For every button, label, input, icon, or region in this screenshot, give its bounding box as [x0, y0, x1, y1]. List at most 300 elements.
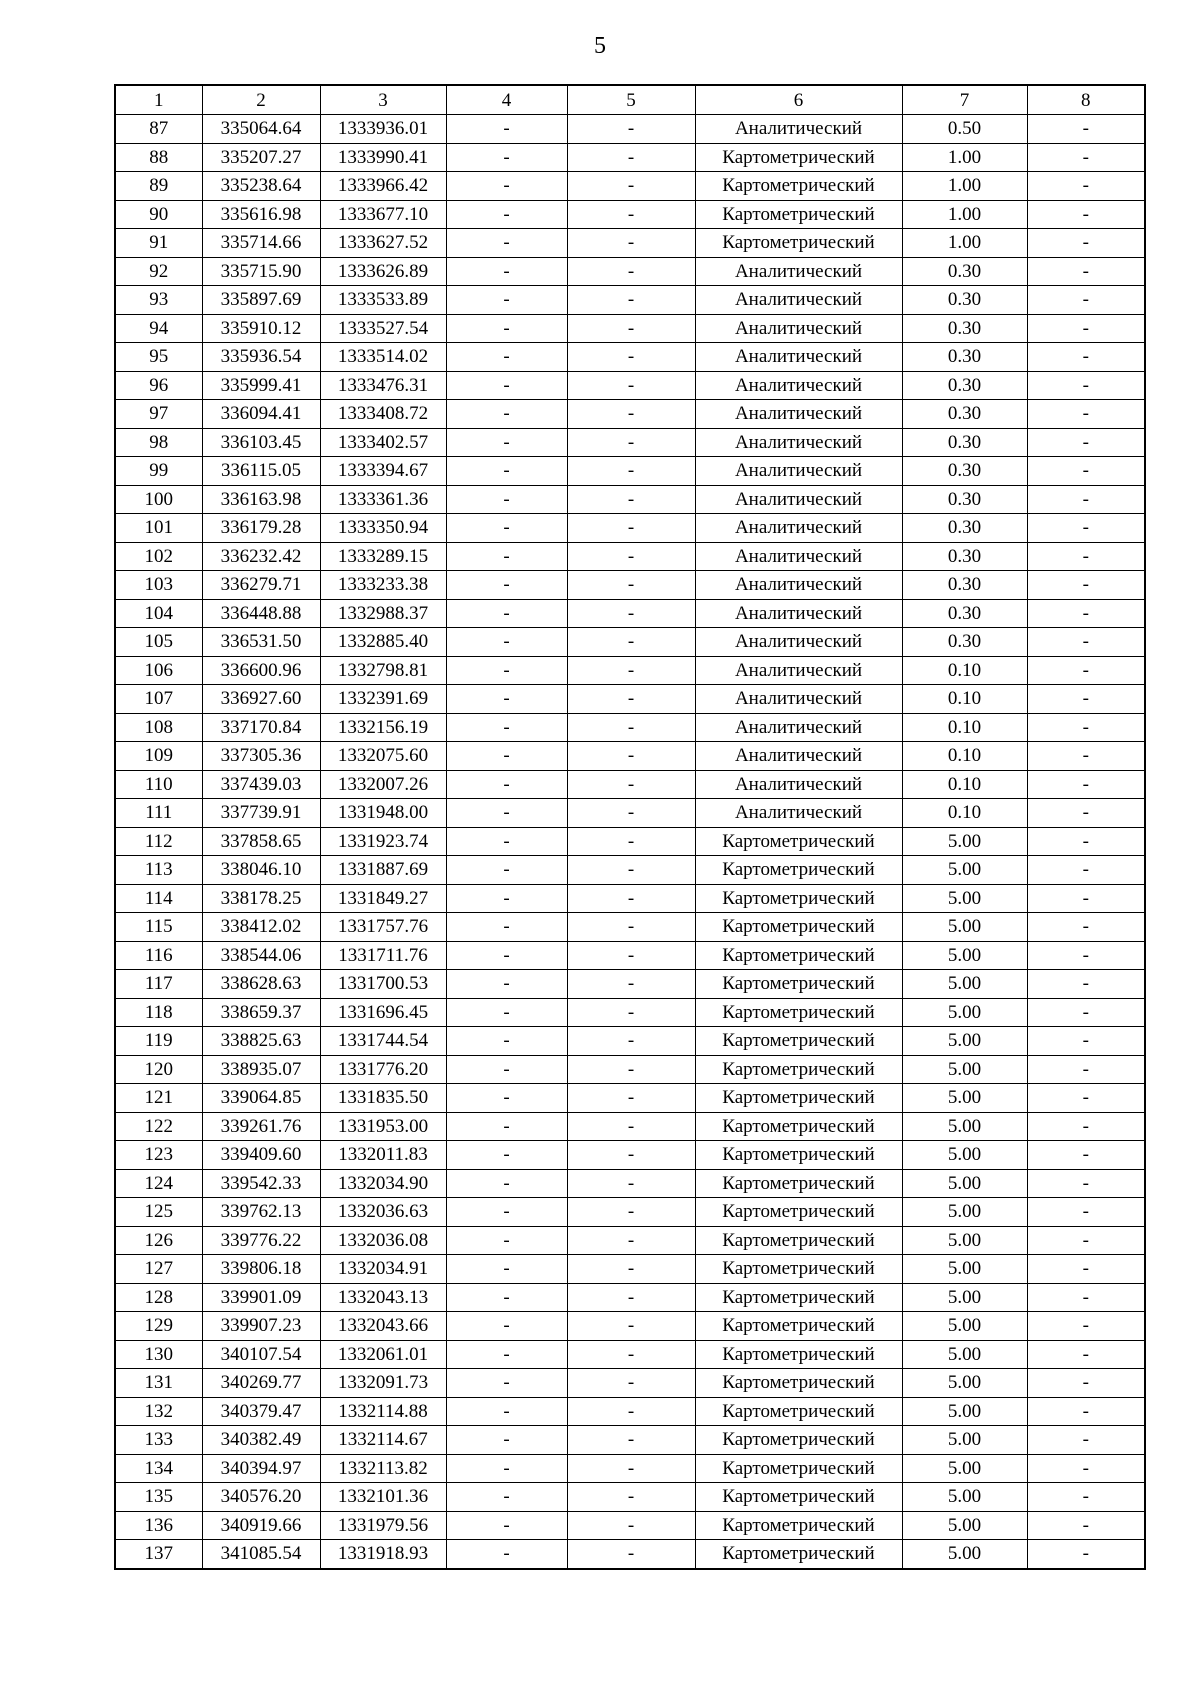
- method-cell: Картометрический: [695, 1255, 902, 1284]
- column-5-cell: -: [567, 229, 695, 258]
- point-number-cell: 104: [115, 599, 202, 628]
- accuracy-cell: 5.00: [902, 1141, 1027, 1170]
- y-coordinate-cell: 1332007.26: [320, 770, 446, 799]
- column-5-cell: -: [567, 428, 695, 457]
- x-coordinate-cell: 337170.84: [202, 713, 320, 742]
- x-coordinate-cell: 336103.45: [202, 428, 320, 457]
- x-coordinate-cell: 336115.05: [202, 457, 320, 486]
- table-row: [115, 1540, 1145, 1569]
- column-5-cell: -: [567, 599, 695, 628]
- column-4-cell: -: [446, 799, 567, 828]
- accuracy-cell: 0.30: [902, 542, 1027, 571]
- column-4-cell: -: [446, 1483, 567, 1512]
- table-row: [115, 1112, 1145, 1141]
- accuracy-cell: 0.10: [902, 685, 1027, 714]
- x-coordinate-cell: 339776.22: [202, 1226, 320, 1255]
- column-header: 5: [567, 85, 695, 115]
- point-number-cell: 131: [115, 1369, 202, 1398]
- point-number-cell: 98: [115, 428, 202, 457]
- point-number-cell: 121: [115, 1084, 202, 1113]
- column-8-cell: -: [1027, 1454, 1145, 1483]
- accuracy-cell: 5.00: [902, 1511, 1027, 1540]
- column-5-cell: -: [567, 343, 695, 372]
- column-4-cell: -: [446, 1369, 567, 1398]
- y-coordinate-cell: 1333533.89: [320, 286, 446, 315]
- x-coordinate-cell: 337739.91: [202, 799, 320, 828]
- table-header-row: [115, 85, 1145, 115]
- column-8-cell: -: [1027, 1198, 1145, 1227]
- table-row: [115, 115, 1145, 144]
- table-row: [115, 1283, 1145, 1312]
- column-8-cell: -: [1027, 1397, 1145, 1426]
- y-coordinate-cell: 1332101.36: [320, 1483, 446, 1512]
- method-cell: Картометрический: [695, 1540, 902, 1569]
- column-8-cell: -: [1027, 428, 1145, 457]
- column-8-cell: -: [1027, 257, 1145, 286]
- point-number-cell: 106: [115, 656, 202, 685]
- y-coordinate-cell: 1333402.57: [320, 428, 446, 457]
- column-5-cell: -: [567, 1198, 695, 1227]
- column-8-cell: -: [1027, 970, 1145, 999]
- column-4-cell: -: [446, 1198, 567, 1227]
- accuracy-cell: 5.00: [902, 1369, 1027, 1398]
- point-number-cell: 126: [115, 1226, 202, 1255]
- method-cell: Картометрический: [695, 229, 902, 258]
- x-coordinate-cell: 336448.88: [202, 599, 320, 628]
- accuracy-cell: 0.30: [902, 628, 1027, 657]
- y-coordinate-cell: 1333627.52: [320, 229, 446, 258]
- column-8-cell: -: [1027, 143, 1145, 172]
- y-coordinate-cell: 1333476.31: [320, 371, 446, 400]
- x-coordinate-cell: 337858.65: [202, 827, 320, 856]
- column-8-cell: -: [1027, 314, 1145, 343]
- table-row: [115, 200, 1145, 229]
- table-row: [115, 571, 1145, 600]
- method-cell: Картометрический: [695, 1454, 902, 1483]
- table-row: [115, 1027, 1145, 1056]
- point-number-cell: 111: [115, 799, 202, 828]
- table-row: [115, 599, 1145, 628]
- x-coordinate-cell: 340107.54: [202, 1340, 320, 1369]
- table-row: [115, 172, 1145, 201]
- table-row: [115, 656, 1145, 685]
- method-cell: Картометрический: [695, 941, 902, 970]
- accuracy-cell: 5.00: [902, 1255, 1027, 1284]
- column-8-cell: -: [1027, 1255, 1145, 1284]
- column-8-cell: -: [1027, 542, 1145, 571]
- point-number-cell: 127: [115, 1255, 202, 1284]
- column-8-cell: -: [1027, 685, 1145, 714]
- column-5-cell: -: [567, 400, 695, 429]
- column-4-cell: -: [446, 713, 567, 742]
- point-number-cell: 129: [115, 1312, 202, 1341]
- method-cell: Аналитический: [695, 286, 902, 315]
- y-coordinate-cell: 1332988.37: [320, 599, 446, 628]
- method-cell: Картометрический: [695, 1340, 902, 1369]
- table-row: [115, 400, 1145, 429]
- x-coordinate-cell: 335936.54: [202, 343, 320, 372]
- column-8-cell: -: [1027, 799, 1145, 828]
- column-8-cell: -: [1027, 770, 1145, 799]
- accuracy-cell: 5.00: [902, 1426, 1027, 1455]
- column-4-cell: -: [446, 1055, 567, 1084]
- column-4-cell: -: [446, 143, 567, 172]
- column-5-cell: -: [567, 827, 695, 856]
- table-row: [115, 286, 1145, 315]
- x-coordinate-cell: 335715.90: [202, 257, 320, 286]
- method-cell: Аналитический: [695, 371, 902, 400]
- point-number-cell: 101: [115, 514, 202, 543]
- table-row: [115, 742, 1145, 771]
- accuracy-cell: 1.00: [902, 200, 1027, 229]
- table-row: [115, 770, 1145, 799]
- column-5-cell: -: [567, 1141, 695, 1170]
- method-cell: Картометрический: [695, 827, 902, 856]
- accuracy-cell: 0.10: [902, 799, 1027, 828]
- point-number-cell: 108: [115, 713, 202, 742]
- y-coordinate-cell: 1332011.83: [320, 1141, 446, 1170]
- x-coordinate-cell: 340379.47: [202, 1397, 320, 1426]
- column-8-cell: -: [1027, 229, 1145, 258]
- y-coordinate-cell: 1333966.42: [320, 172, 446, 201]
- point-number-cell: 107: [115, 685, 202, 714]
- column-8-cell: -: [1027, 913, 1145, 942]
- y-coordinate-cell: 1333361.36: [320, 485, 446, 514]
- column-8-cell: -: [1027, 457, 1145, 486]
- column-5-cell: -: [567, 115, 695, 144]
- column-8-cell: -: [1027, 571, 1145, 600]
- accuracy-cell: 0.30: [902, 457, 1027, 486]
- y-coordinate-cell: 1332036.08: [320, 1226, 446, 1255]
- y-coordinate-cell: 1331835.50: [320, 1084, 446, 1113]
- column-4-cell: -: [446, 913, 567, 942]
- x-coordinate-cell: 339409.60: [202, 1141, 320, 1170]
- column-4-cell: -: [446, 286, 567, 315]
- accuracy-cell: 0.10: [902, 656, 1027, 685]
- x-coordinate-cell: 339806.18: [202, 1255, 320, 1284]
- column-4-cell: -: [446, 742, 567, 771]
- method-cell: Картометрический: [695, 1112, 902, 1141]
- x-coordinate-cell: 335897.69: [202, 286, 320, 315]
- column-8-cell: -: [1027, 1141, 1145, 1170]
- method-cell: Картометрический: [695, 1312, 902, 1341]
- method-cell: Аналитический: [695, 542, 902, 571]
- accuracy-cell: 0.30: [902, 371, 1027, 400]
- y-coordinate-cell: 1332036.63: [320, 1198, 446, 1227]
- column-4-cell: -: [446, 542, 567, 571]
- y-coordinate-cell: 1333527.54: [320, 314, 446, 343]
- column-5-cell: -: [567, 1055, 695, 1084]
- column-5-cell: -: [567, 884, 695, 913]
- x-coordinate-cell: 335064.64: [202, 115, 320, 144]
- method-cell: Аналитический: [695, 628, 902, 657]
- table-row: [115, 314, 1145, 343]
- column-8-cell: -: [1027, 172, 1145, 201]
- y-coordinate-cell: 1333408.72: [320, 400, 446, 429]
- column-8-cell: -: [1027, 941, 1145, 970]
- column-5-cell: -: [567, 457, 695, 486]
- column-8-cell: -: [1027, 1283, 1145, 1312]
- y-coordinate-cell: 1332391.69: [320, 685, 446, 714]
- column-5-cell: -: [567, 1511, 695, 1540]
- column-4-cell: -: [446, 856, 567, 885]
- column-8-cell: -: [1027, 1112, 1145, 1141]
- y-coordinate-cell: 1332061.01: [320, 1340, 446, 1369]
- y-coordinate-cell: 1332091.73: [320, 1369, 446, 1398]
- column-header: 8: [1027, 85, 1145, 115]
- accuracy-cell: 5.00: [902, 1226, 1027, 1255]
- accuracy-cell: 0.30: [902, 485, 1027, 514]
- accuracy-cell: 0.30: [902, 400, 1027, 429]
- point-number-cell: 90: [115, 200, 202, 229]
- column-5-cell: -: [567, 770, 695, 799]
- column-5-cell: -: [567, 1426, 695, 1455]
- y-coordinate-cell: 1331711.76: [320, 941, 446, 970]
- table-row: [115, 713, 1145, 742]
- method-cell: Картометрический: [695, 970, 902, 999]
- table-row: [115, 1454, 1145, 1483]
- column-4-cell: -: [446, 1283, 567, 1312]
- method-cell: Картометрический: [695, 884, 902, 913]
- method-cell: Картометрический: [695, 1511, 902, 1540]
- point-number-cell: 113: [115, 856, 202, 885]
- column-4-cell: -: [446, 1397, 567, 1426]
- method-cell: Картометрический: [695, 1141, 902, 1170]
- point-number-cell: 132: [115, 1397, 202, 1426]
- table-row: [115, 628, 1145, 657]
- method-cell: Аналитический: [695, 400, 902, 429]
- accuracy-cell: 0.30: [902, 314, 1027, 343]
- accuracy-cell: 0.10: [902, 713, 1027, 742]
- method-cell: Картометрический: [695, 172, 902, 201]
- point-number-cell: 97: [115, 400, 202, 429]
- column-8-cell: -: [1027, 1312, 1145, 1341]
- method-cell: Картометрический: [695, 1397, 902, 1426]
- table-row: [115, 970, 1145, 999]
- column-8-cell: -: [1027, 998, 1145, 1027]
- column-5-cell: -: [567, 1312, 695, 1341]
- table-row: [115, 1340, 1145, 1369]
- method-cell: Аналитический: [695, 685, 902, 714]
- accuracy-cell: 5.00: [902, 1169, 1027, 1198]
- column-8-cell: -: [1027, 884, 1145, 913]
- column-4-cell: -: [446, 599, 567, 628]
- column-header: 6: [695, 85, 902, 115]
- y-coordinate-cell: 1331696.45: [320, 998, 446, 1027]
- column-8-cell: -: [1027, 1511, 1145, 1540]
- column-header: 7: [902, 85, 1027, 115]
- x-coordinate-cell: 339762.13: [202, 1198, 320, 1227]
- column-4-cell: -: [446, 115, 567, 144]
- coordinates-table: [114, 84, 1146, 1570]
- point-number-cell: 92: [115, 257, 202, 286]
- y-coordinate-cell: 1332798.81: [320, 656, 446, 685]
- column-4-cell: -: [446, 571, 567, 600]
- x-coordinate-cell: 339907.23: [202, 1312, 320, 1341]
- table-row: [115, 371, 1145, 400]
- accuracy-cell: 0.30: [902, 257, 1027, 286]
- column-5-cell: -: [567, 257, 695, 286]
- point-number-cell: 87: [115, 115, 202, 144]
- x-coordinate-cell: 336179.28: [202, 514, 320, 543]
- table-row: [115, 257, 1145, 286]
- table-row: [115, 856, 1145, 885]
- x-coordinate-cell: 335207.27: [202, 143, 320, 172]
- column-5-cell: -: [567, 913, 695, 942]
- point-number-cell: 115: [115, 913, 202, 942]
- column-4-cell: -: [446, 400, 567, 429]
- x-coordinate-cell: 336600.96: [202, 656, 320, 685]
- column-8-cell: -: [1027, 1340, 1145, 1369]
- column-4-cell: -: [446, 514, 567, 543]
- y-coordinate-cell: 1333350.94: [320, 514, 446, 543]
- y-coordinate-cell: 1333936.01: [320, 115, 446, 144]
- method-cell: Аналитический: [695, 799, 902, 828]
- column-5-cell: -: [567, 1483, 695, 1512]
- point-number-cell: 94: [115, 314, 202, 343]
- column-4-cell: -: [446, 314, 567, 343]
- column-4-cell: -: [446, 371, 567, 400]
- accuracy-cell: 1.00: [902, 172, 1027, 201]
- column-4-cell: -: [446, 770, 567, 799]
- accuracy-cell: 5.00: [902, 998, 1027, 1027]
- column-5-cell: -: [567, 143, 695, 172]
- column-4-cell: -: [446, 1454, 567, 1483]
- column-5-cell: -: [567, 1397, 695, 1426]
- column-8-cell: -: [1027, 827, 1145, 856]
- method-cell: Аналитический: [695, 257, 902, 286]
- x-coordinate-cell: 338178.25: [202, 884, 320, 913]
- column-8-cell: -: [1027, 1084, 1145, 1113]
- point-number-cell: 109: [115, 742, 202, 771]
- x-coordinate-cell: 340576.20: [202, 1483, 320, 1512]
- method-cell: Картометрический: [695, 856, 902, 885]
- column-4-cell: -: [446, 1426, 567, 1455]
- method-cell: Картометрический: [695, 1027, 902, 1056]
- column-4-cell: -: [446, 229, 567, 258]
- method-cell: Аналитический: [695, 343, 902, 372]
- accuracy-cell: 5.00: [902, 913, 1027, 942]
- table-row: [115, 1312, 1145, 1341]
- point-number-cell: 114: [115, 884, 202, 913]
- method-cell: Аналитический: [695, 599, 902, 628]
- x-coordinate-cell: 336531.50: [202, 628, 320, 657]
- x-coordinate-cell: 338544.06: [202, 941, 320, 970]
- column-8-cell: -: [1027, 742, 1145, 771]
- accuracy-cell: 0.30: [902, 428, 1027, 457]
- method-cell: Картометрический: [695, 1483, 902, 1512]
- column-4-cell: -: [446, 1340, 567, 1369]
- column-5-cell: -: [567, 713, 695, 742]
- method-cell: Аналитический: [695, 428, 902, 457]
- column-5-cell: -: [567, 998, 695, 1027]
- method-cell: Аналитический: [695, 713, 902, 742]
- column-4-cell: -: [446, 1112, 567, 1141]
- column-4-cell: -: [446, 1511, 567, 1540]
- x-coordinate-cell: 337305.36: [202, 742, 320, 771]
- accuracy-cell: 5.00: [902, 1483, 1027, 1512]
- table-row: [115, 1084, 1145, 1113]
- accuracy-cell: 5.00: [902, 1055, 1027, 1084]
- table-row: [115, 799, 1145, 828]
- column-5-cell: -: [567, 1340, 695, 1369]
- x-coordinate-cell: 335999.41: [202, 371, 320, 400]
- column-4-cell: -: [446, 200, 567, 229]
- column-4-cell: -: [446, 628, 567, 657]
- column-8-cell: -: [1027, 656, 1145, 685]
- accuracy-cell: 0.30: [902, 514, 1027, 543]
- x-coordinate-cell: 337439.03: [202, 770, 320, 799]
- column-8-cell: -: [1027, 1426, 1145, 1455]
- y-coordinate-cell: 1332034.91: [320, 1255, 446, 1284]
- x-coordinate-cell: 340269.77: [202, 1369, 320, 1398]
- method-cell: Аналитический: [695, 457, 902, 486]
- column-5-cell: -: [567, 485, 695, 514]
- column-5-cell: -: [567, 1112, 695, 1141]
- accuracy-cell: 5.00: [902, 970, 1027, 999]
- table-row: [115, 1055, 1145, 1084]
- table-body: [115, 115, 1145, 1569]
- x-coordinate-cell: 336094.41: [202, 400, 320, 429]
- point-number-cell: 95: [115, 343, 202, 372]
- column-8-cell: -: [1027, 400, 1145, 429]
- column-4-cell: -: [446, 941, 567, 970]
- column-4-cell: -: [446, 1255, 567, 1284]
- method-cell: Картометрический: [695, 1369, 902, 1398]
- x-coordinate-cell: 340382.49: [202, 1426, 320, 1455]
- point-number-cell: 118: [115, 998, 202, 1027]
- accuracy-cell: 5.00: [902, 1312, 1027, 1341]
- column-5-cell: -: [567, 799, 695, 828]
- point-number-cell: 93: [115, 286, 202, 315]
- x-coordinate-cell: 335616.98: [202, 200, 320, 229]
- table-row: [115, 143, 1145, 172]
- x-coordinate-cell: 335910.12: [202, 314, 320, 343]
- column-5-cell: -: [567, 628, 695, 657]
- x-coordinate-cell: 339261.76: [202, 1112, 320, 1141]
- table-row: [115, 1483, 1145, 1512]
- column-5-cell: -: [567, 286, 695, 315]
- method-cell: Картометрический: [695, 200, 902, 229]
- x-coordinate-cell: 336232.42: [202, 542, 320, 571]
- accuracy-cell: 0.10: [902, 770, 1027, 799]
- page-number: 5: [594, 33, 606, 59]
- table-row: [115, 1141, 1145, 1170]
- method-cell: Картометрический: [695, 143, 902, 172]
- table-row: [115, 827, 1145, 856]
- table-row: [115, 457, 1145, 486]
- point-number-cell: 100: [115, 485, 202, 514]
- point-number-cell: 99: [115, 457, 202, 486]
- column-8-cell: -: [1027, 371, 1145, 400]
- table-row: [115, 229, 1145, 258]
- column-8-cell: -: [1027, 713, 1145, 742]
- column-5-cell: -: [567, 656, 695, 685]
- column-5-cell: -: [567, 1540, 695, 1569]
- x-coordinate-cell: 339542.33: [202, 1169, 320, 1198]
- point-number-cell: 105: [115, 628, 202, 657]
- y-coordinate-cell: 1331948.00: [320, 799, 446, 828]
- x-coordinate-cell: 336279.71: [202, 571, 320, 600]
- column-8-cell: -: [1027, 115, 1145, 144]
- y-coordinate-cell: 1331849.27: [320, 884, 446, 913]
- y-coordinate-cell: 1333289.15: [320, 542, 446, 571]
- column-5-cell: -: [567, 742, 695, 771]
- column-4-cell: -: [446, 998, 567, 1027]
- accuracy-cell: 5.00: [902, 884, 1027, 913]
- column-5-cell: -: [567, 1255, 695, 1284]
- column-4-cell: -: [446, 1027, 567, 1056]
